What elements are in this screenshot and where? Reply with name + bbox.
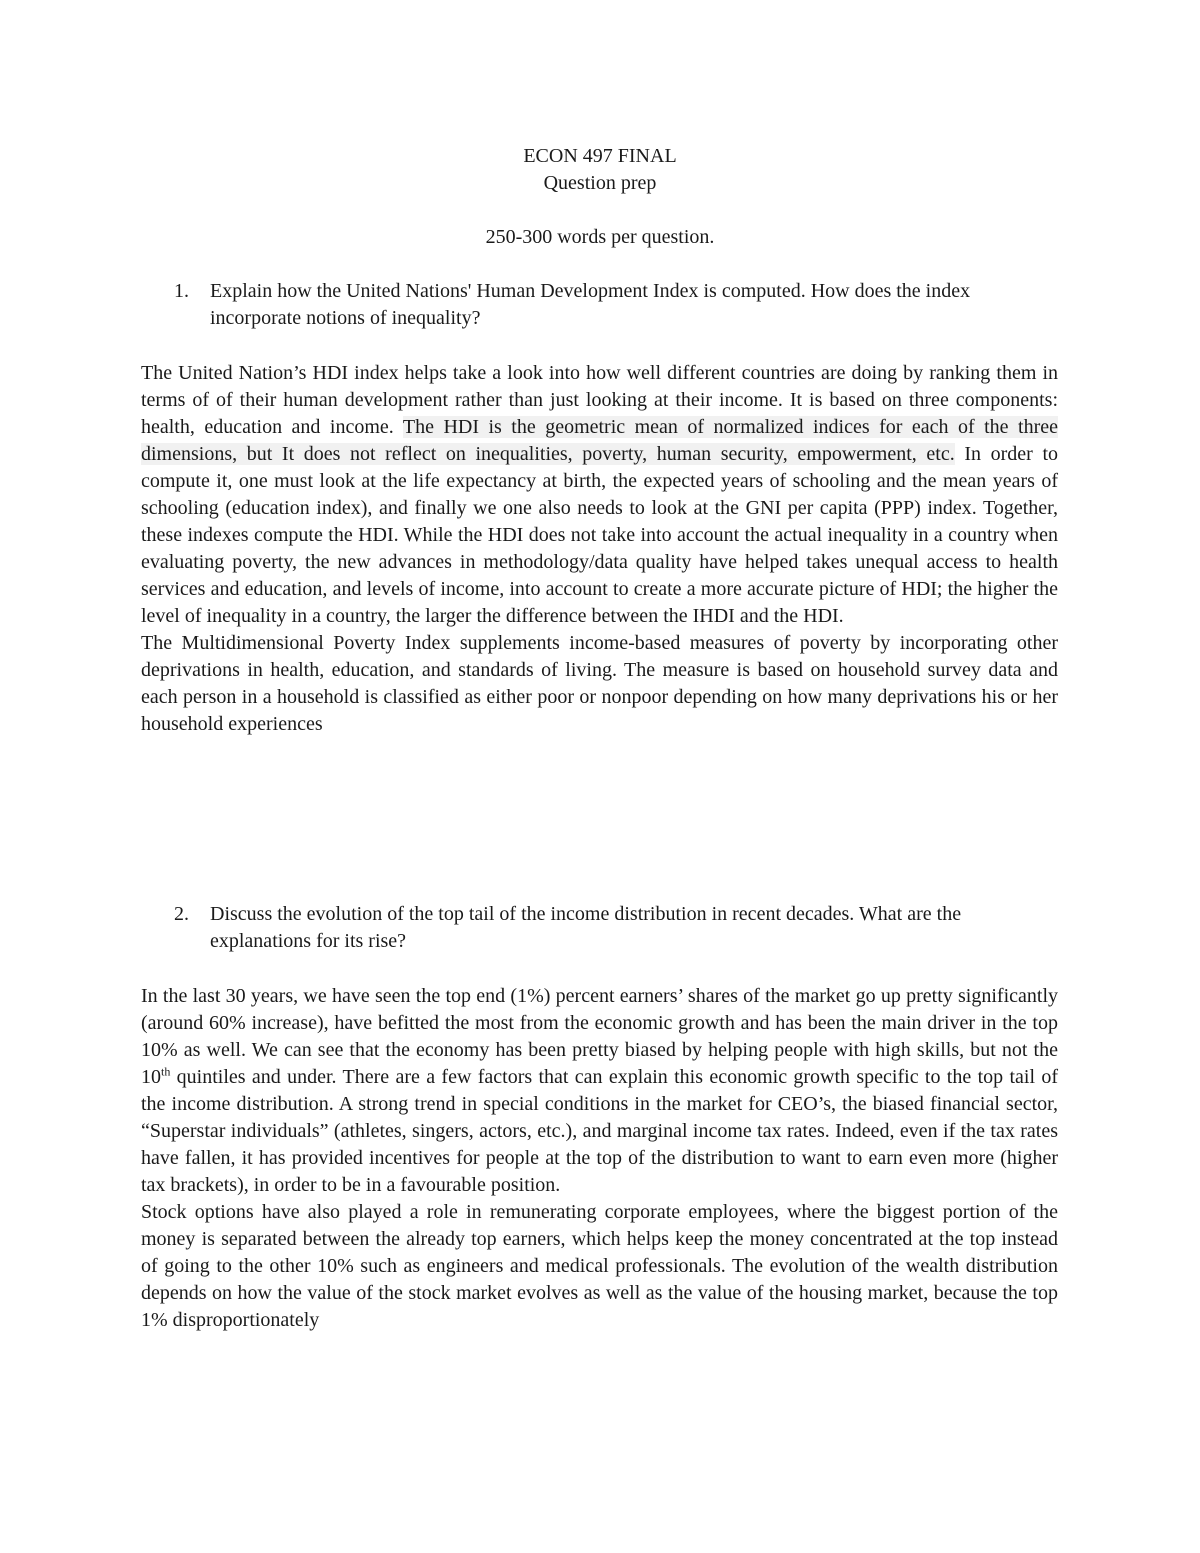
question-2	[174, 901, 1064, 955]
answer-paragraph	[141, 1199, 1058, 1334]
answer-paragraph	[141, 360, 1058, 630]
answer-text: quintiles and under. There are a few factors that can explain this economic growth specific to the top tail of the income distribution. A strong trend in special conditions in the market for CEO’s, the biased financial sector, “Superstar individuals” (athletes, singers, actors, etc.), and marginal income tax rates. Indeed, even if the tax rates have fallen, it has provided incentives for people at the top of the distribution to want to earn even more (higher tax brackets), in order to be in a favourable position.	[141, 1066, 1058, 1196]
answer-paragraph	[141, 983, 1058, 1199]
answer-text: In order to compute it, one must look at the life expectancy at birth, the expected years of schooling and the mean years of schooling (education index), and finally we one also needs to look at the GNI per capita (PPP) index. Together, these indexes compute the HDI. While the HDI does not take into account the actual inequality in a country when evaluating poverty, the new advances in methodology/data quality have helped takes unequal access to health services and education, and levels of income, into account to create a more accurate picture of HDI; the higher the level of inequality in a country, the larger the difference between the IHDI and the HDI.	[141, 443, 1058, 627]
answer-text: In the last 30 years, we have seen the top end (1%) percent earners’ shares of the market go up pretty significantly (around 60% increase), have befitted the most from the economic growth and has been the main driver in the top 10% as well. We can see that the economy has been pretty biased by helping people with high skills, but not the 10	[141, 985, 1058, 1088]
question-number: 1.	[174, 280, 189, 302]
question-text: Explain how the United Nations' Human Development Index is computed. How does the index incorporate notions of inequality?	[210, 280, 971, 329]
answer-text: The United Nation’s HDI index helps take a look into how well different countries are doing by ranking them in terms of of their human development rather than just looking at their income. It is based on three components: health, education and income.	[141, 362, 1058, 438]
document-title: ECON 497 FINAL	[523, 145, 677, 167]
document-subtitle: Question prep	[543, 172, 657, 194]
answer-1	[141, 360, 1058, 738]
highlighted-text: The HDI is the geometric mean of normalized indices for each of the three dimensions, but It does not reflect on inequalities, poverty, human security, empowerment, etc.	[141, 416, 1058, 465]
answer-paragraph	[141, 630, 1058, 738]
answer-text: Stock options have also played a role in remunerating corporate employees, where the biggest portion of the money is separated between the already top earners, which helps keep the money concentrated at the top instead of going to the other 10% such as engineers and medical professionals. The evolution of the wealth distribution depends on how the value of the stock market evolves as well as the value of the housing market, because the top 1% disproportionately	[141, 1201, 1058, 1331]
question-number: 2.	[174, 903, 189, 925]
superscript: th	[161, 1064, 171, 1079]
answer-text: The Multidimensional Poverty Index supplements income-based measures of poverty by incorporating other deprivations in health, education, and standards of living. The measure is based on household survey data and each person in a household is classified as either poor or nonpoor depending on how many deprivations his or her household experiences	[141, 632, 1058, 735]
word-count-instruction: 250-300 words per question.	[485, 226, 715, 248]
answer-2	[141, 983, 1058, 1334]
document-header	[0, 143, 1200, 251]
question-1	[174, 278, 1064, 332]
question-text: Discuss the evolution of the top tail of the income distribution in recent decades. What are the explanations for its rise?	[210, 903, 962, 952]
